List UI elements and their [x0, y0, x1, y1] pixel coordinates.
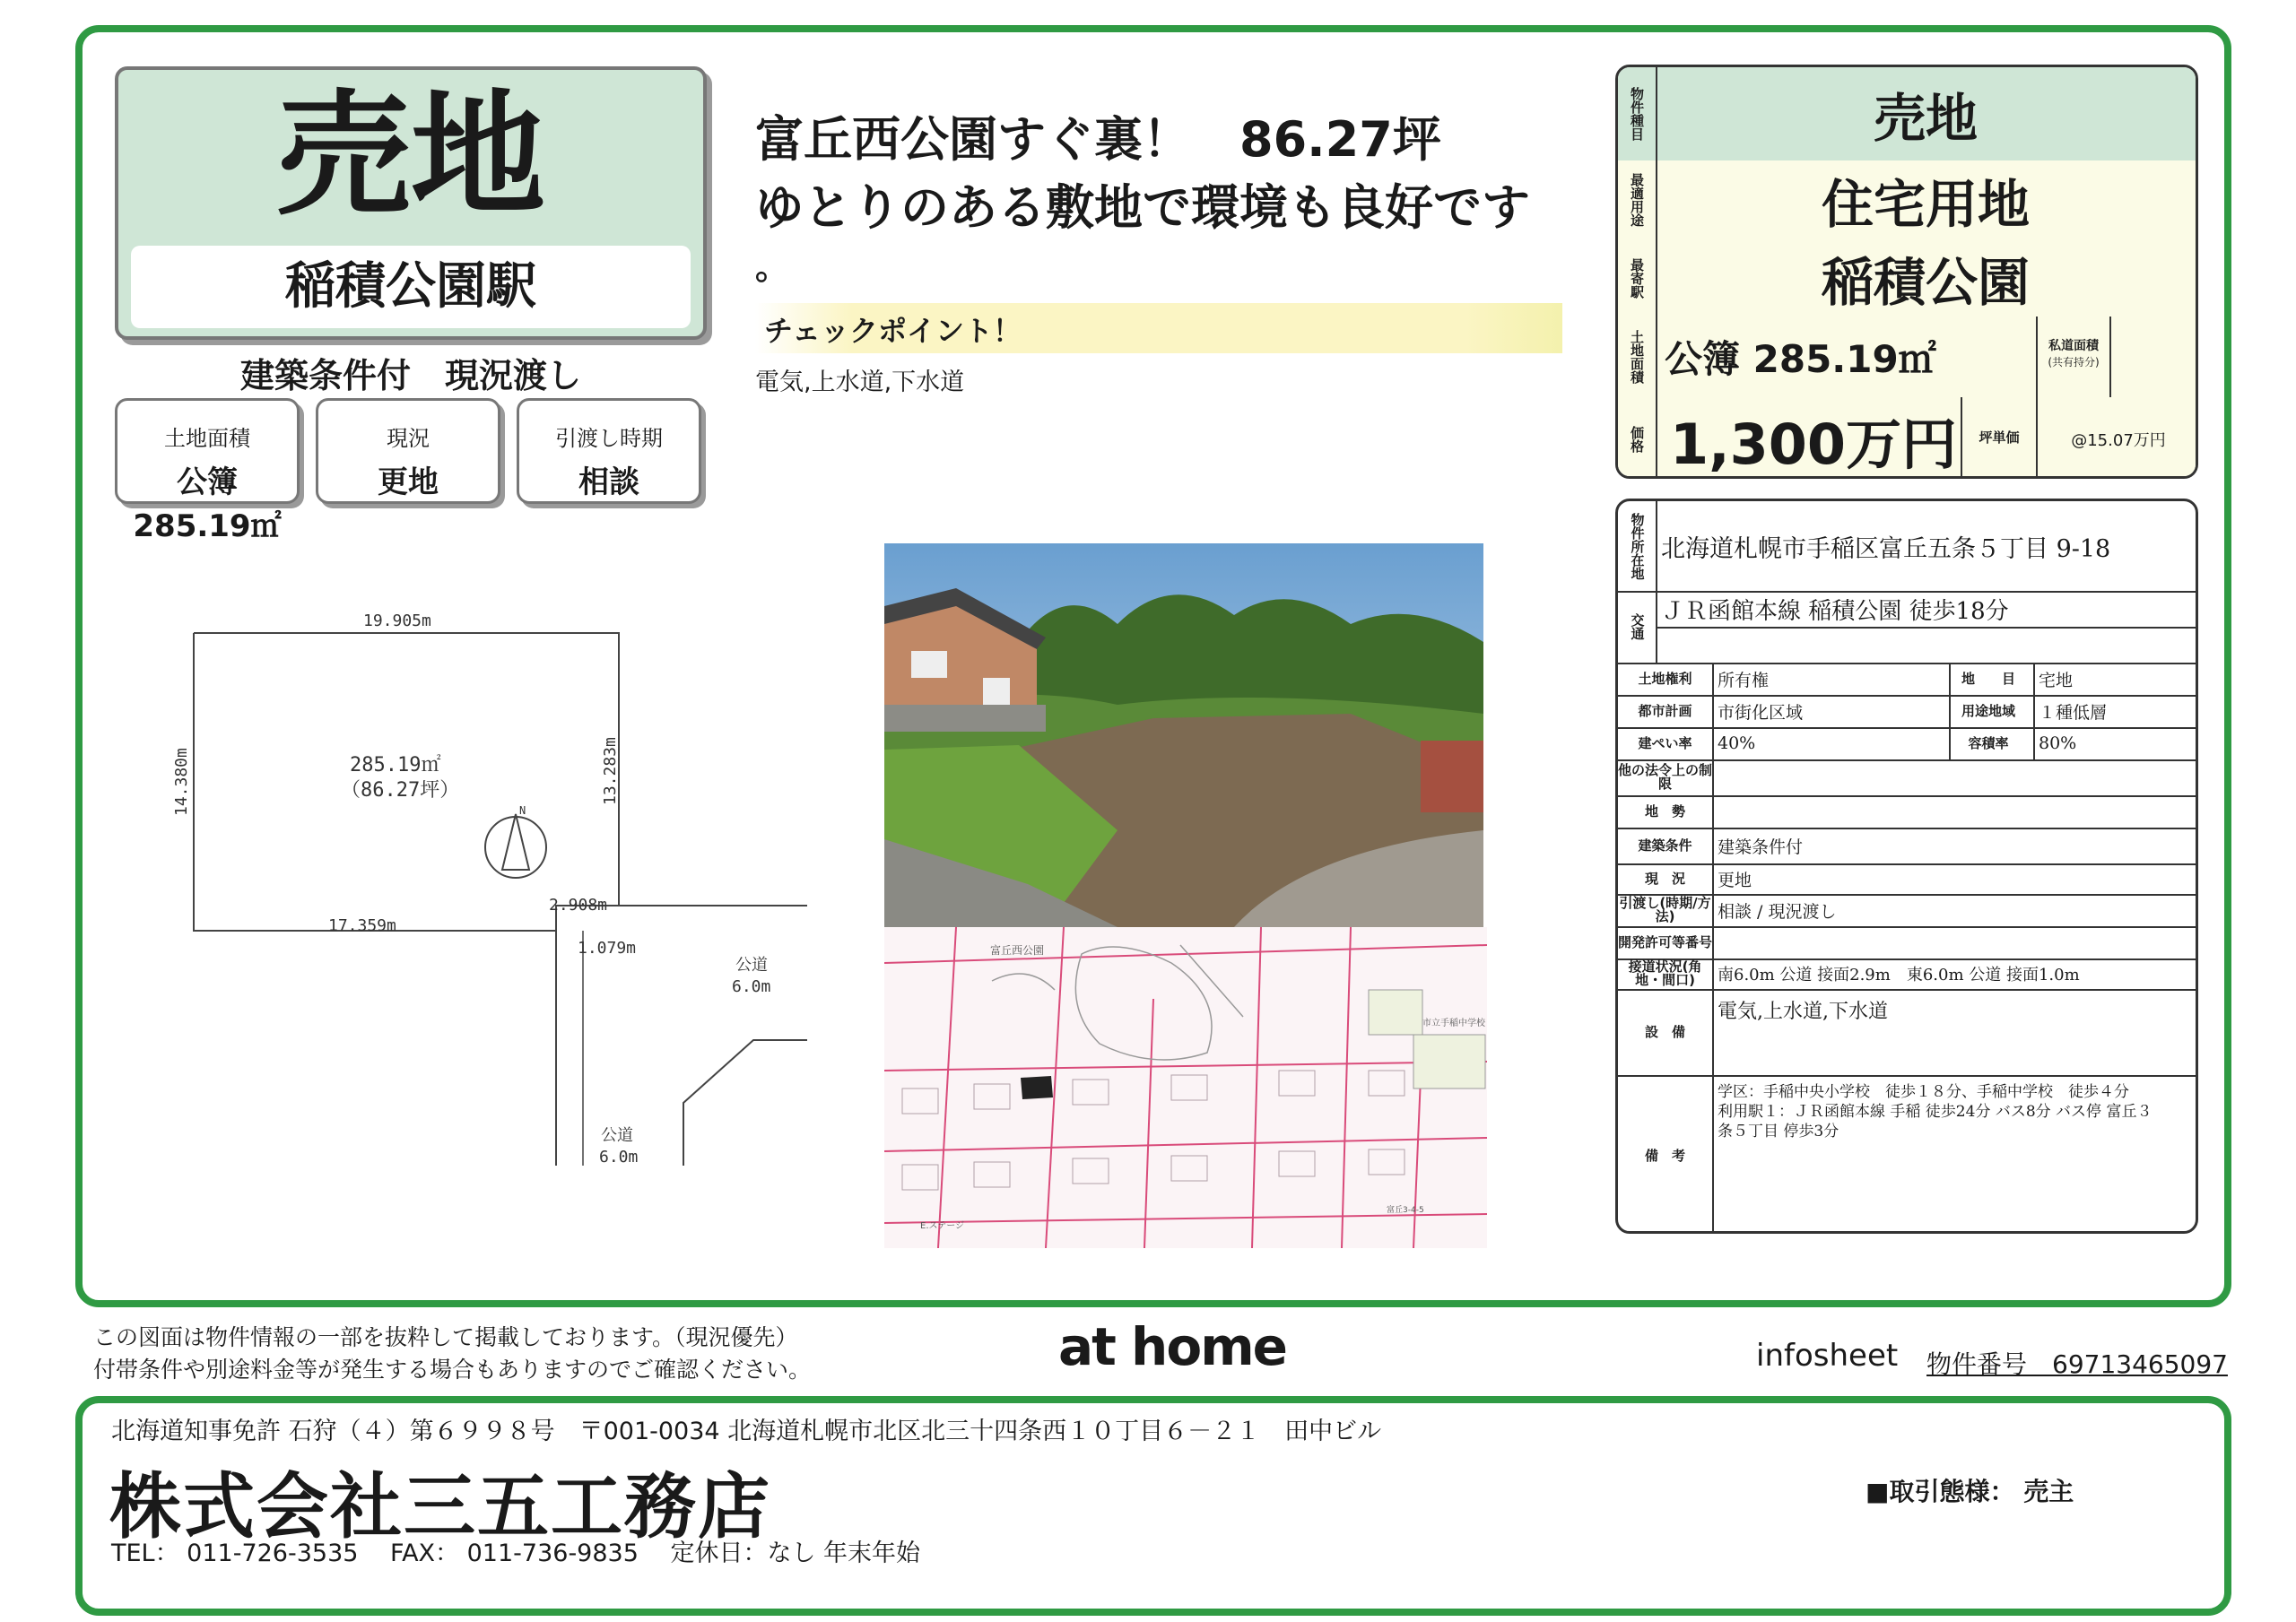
spec-row-type: [1618, 67, 2196, 162]
detail-label: 用途地域: [1944, 695, 2035, 727]
detail-row-remarks: [1618, 1075, 2196, 1234]
road1-label: 公道: [735, 956, 768, 975]
detail-label: 地 目: [1944, 663, 2035, 695]
dim-step: 2.908m: [549, 896, 608, 915]
summary-value: 公簿 285.19㎡: [133, 464, 282, 544]
tsubo-price-value: @15.07万円: [2071, 431, 2166, 450]
spec-label: 価格: [1618, 397, 1657, 479]
site-photo: [884, 543, 1483, 927]
dim-bottom: 17.359m: [328, 916, 396, 935]
summary-box-handover: [517, 398, 701, 504]
detail-row: [1618, 759, 2196, 797]
plot-area: 285.19㎡: [350, 754, 441, 776]
detail-label: 現 況: [1618, 863, 1714, 894]
detail-label: 引渡し(時期/方法): [1618, 894, 1714, 926]
spec-area-value: 公簿 285.19㎡: [1665, 337, 1936, 381]
property-type-badge: [115, 66, 707, 340]
detail-row: [1618, 828, 2196, 865]
detail-label: 交通: [1618, 591, 1657, 663]
dim-right: 13.283m: [601, 737, 620, 805]
detail-value: 所有権: [1712, 663, 1951, 695]
spec-label: 最寄駅: [1618, 239, 1657, 317]
dim-left: 14.380m: [172, 748, 191, 816]
detail-label: 容積率: [1944, 727, 2035, 759]
area-map: [884, 927, 1487, 1248]
traffic-value: ＪＲ函館本線 稲積公園 徒歩18分: [1656, 591, 2196, 629]
summary-label: 現況: [387, 426, 430, 451]
detail-label: 建築条件: [1618, 828, 1714, 863]
detail-value: 建築条件付: [1718, 837, 1804, 857]
road-edge: [683, 1040, 807, 1166]
checkpoint-title: チェックポイント！: [764, 314, 1022, 348]
detail-value: 市街化区域: [1712, 695, 1951, 727]
spec-type-value: 売地: [1873, 88, 1978, 149]
dim-top: 19.905m: [363, 612, 431, 630]
private-road-sub: (共有持分): [2048, 356, 2100, 369]
summary-box-area: [115, 398, 300, 544]
detail-label: 開発許可等番号: [1618, 926, 1714, 958]
company-name: 株式会社三五工務店: [109, 1465, 771, 1548]
summary-label: 引渡し時期: [555, 426, 663, 451]
athome-logo: at home: [1058, 1316, 1286, 1377]
detail-label: 設 備: [1618, 989, 1714, 1075]
tsubo-price-label: 坪単価: [1979, 429, 2020, 446]
license-info: 北海道知事免許 石狩（４）第６９９８号 〒001-0034 北海道札幌市北区北三十四条西１０丁目６－２１ 田中ビル: [111, 1418, 1382, 1445]
spec-price-value: 1,300万円: [1669, 411, 1958, 477]
detail-label: 都市計画: [1618, 695, 1714, 727]
detail-value: 電気,上水道,下水道: [1718, 1001, 1888, 1023]
site-marker: [1021, 1076, 1053, 1099]
summary-box-status: [316, 398, 500, 504]
spec-label: 物件種目: [1618, 67, 1657, 160]
north-arrow-icon: [485, 817, 546, 878]
detail-value: 南6.0m 公道 接面2.9m 東6.0m 公道 接面1.0m: [1718, 966, 2080, 984]
north-arrow-icon: [502, 814, 529, 870]
detail-row: [1618, 695, 2196, 729]
north-label: N: [519, 804, 526, 817]
remarks-value: [1718, 1082, 2190, 1141]
map-park-label: 富丘西公園: [990, 944, 1045, 957]
detail-row: [1618, 989, 2196, 1077]
road2-label: 公道: [601, 1126, 633, 1145]
checkpoint-bar: [755, 303, 1562, 353]
detail-row: [1618, 894, 2196, 928]
detail-label: 接道状況(角地・間口): [1618, 958, 1714, 989]
private-road-label: 私道面積: [2048, 339, 2099, 353]
property-number: 物件番号 69713465097: [1926, 1349, 2228, 1379]
road2-width: 6.0m: [599, 1148, 639, 1167]
detail-label: 物件所在地: [1618, 501, 1657, 591]
detail-label: 地 勢: [1618, 795, 1714, 828]
detail-label: 土地権利: [1618, 663, 1714, 695]
map-school-label: 市立手稲中学校: [1422, 1019, 1485, 1028]
detail-row: [1618, 663, 2196, 697]
summary-value: 相談: [578, 464, 639, 500]
conditions-text: 建築条件付 現況渡し: [239, 356, 581, 395]
road1-width: 6.0m: [732, 977, 771, 996]
checkpoint-body: 電気,上水道,下水道: [755, 369, 965, 396]
detail-value: 80%: [2039, 733, 2077, 753]
detail-row: [1618, 795, 2196, 829]
spec-station-value: 稲積公園: [1821, 252, 2030, 313]
remarks-line: 利用駅１：ＪＲ函館本線 手稲 徒歩24分 バス8分 バス停 富丘３: [1718, 1103, 2152, 1121]
spec-row-price: [1618, 397, 2196, 479]
headline-line-2: ゆとりのある敷地で環境も良好です: [755, 179, 1530, 236]
remarks-line: 条５丁目 停歩3分: [1718, 1123, 1839, 1141]
detail-value: 40%: [1712, 727, 1951, 759]
nearest-station-label: 稲積公園駅: [131, 246, 691, 328]
spec-label: 土地面積: [1618, 317, 1657, 397]
remarks-line: 学区：手稲中央小学校 徒歩１８分、手稲中学校 徒歩４分: [1718, 1083, 2129, 1101]
detail-row: [1618, 863, 2196, 896]
detail-row-location: [1618, 501, 2196, 593]
location-value: 北海道札幌市手稲区富丘五条５丁目 9-18: [1661, 534, 2111, 563]
disclaimer: [93, 1322, 811, 1386]
detail-label: 備 考: [1618, 1075, 1714, 1234]
summary-value: 更地: [378, 464, 439, 500]
spec-table: [1615, 65, 2198, 479]
headline-line-3: 。: [755, 247, 790, 287]
detail-table: [1615, 499, 2198, 1234]
spec-row-station: [1618, 239, 2196, 318]
detail-value: １種低層: [2039, 702, 2108, 723]
detail-value: 宅地: [2039, 670, 2074, 690]
map-bus-label: E.ステージ: [920, 1221, 965, 1231]
detail-row: [1618, 958, 2196, 991]
headline-line-1: 富丘西公園すぐ裏！ 86.27坪: [755, 111, 1441, 168]
dim-setback: 1.079m: [578, 939, 637, 958]
plot-tsubo: （86.27坪）: [341, 779, 460, 802]
detail-row-traffic: [1618, 591, 2196, 664]
spec-row-use: [1618, 160, 2196, 241]
detail-value: 相談 / 現況渡し: [1718, 901, 1837, 922]
summary-label: 土地面積: [164, 426, 250, 451]
map-stop-label: 富丘3-4-5: [1387, 1206, 1424, 1215]
property-type-title: 売地: [275, 78, 545, 234]
spec-row-area: [1618, 317, 2196, 399]
headline: [755, 106, 1562, 292]
trade-type: ■取引態様： 売主: [1866, 1477, 2074, 1506]
plot-diagram: [161, 601, 825, 1184]
detail-value: 更地: [1718, 870, 1752, 890]
infosheet-label: infosheet: [1756, 1338, 1899, 1374]
disclaimer-line: 付帯条件や別途料金等が発生する場合もありますのでご確認ください。: [93, 1357, 812, 1383]
detail-label: 他の法令上の制限: [1618, 759, 1714, 795]
spec-label: 最適用途: [1618, 160, 1657, 239]
disclaimer-line: この図面は物件情報の一部を抜粋して掲載しております。（現況優先）: [93, 1324, 798, 1350]
detail-row: [1618, 926, 2196, 960]
contact-info: TEL： 011-726-3535 FAX： 011-736-9835 定休日：なし 年末年始: [111, 1540, 921, 1567]
spec-use-value: 住宅用地: [1821, 174, 2030, 235]
detail-row: [1618, 727, 2196, 761]
detail-label: 建ぺい率: [1618, 727, 1714, 759]
